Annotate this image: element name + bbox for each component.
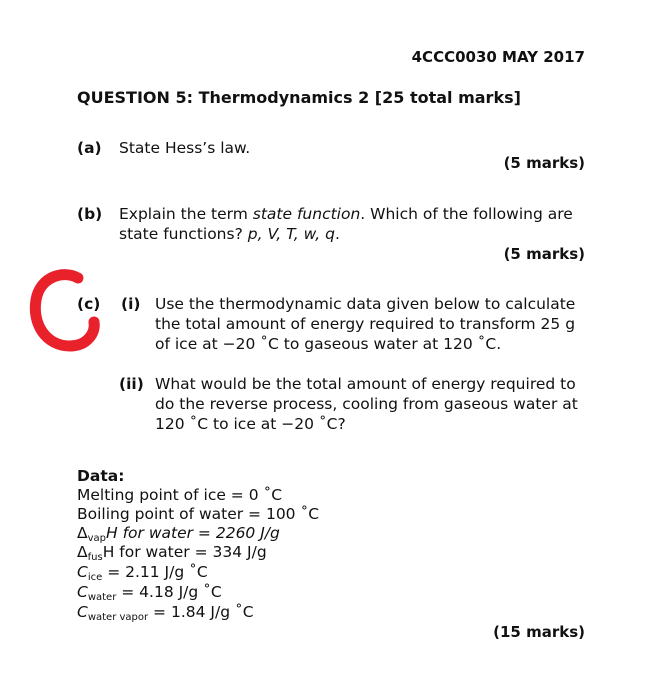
part-b-line2 [119,224,340,244]
part-b-line2-post: . [334,225,340,243]
part-b-term: state function [252,205,361,223]
part-c-ii-line3: 120 ˚C to ice at −20 ˚C? [155,415,346,433]
part-a-text: State Hess’s law. [119,139,251,157]
cvap-sym: C [77,603,88,621]
part-a-marks: (5 marks) [503,154,585,172]
part-c-i-line1: Use the thermodynamic data given below to calculate [155,295,576,313]
part-b-line1 [119,204,573,224]
part-b-label: (b) [77,205,103,223]
part-a-label: (a) [77,139,102,157]
cwater-sym: C [77,583,88,601]
part-c-i-line2: the total amount of energy required to transform 25 g [155,315,576,333]
data-boiling: Boiling point of water = 100 ˚C [77,505,320,523]
cice-rest: = 2.11 J/g ˚C [102,563,208,581]
part-b-line1-post: . Which of the following are [360,205,573,223]
exam-code: 4CCC0030 MAY 2017 [411,48,585,66]
cice-sub: ice [87,572,103,583]
part-b-vars: p, V, T, w, q [247,225,335,243]
part-c-i-label: (i) [121,295,141,313]
part-c-ii-label: (ii) [119,375,144,393]
part-c-i-line3: of ice at −20 ˚C to gaseous water at 120 ˚C. [155,335,502,353]
vap-delta: Δ [77,524,88,542]
part-c-ii-line2: do the reverse process, cooling from gaseous water at [155,395,578,413]
part-c-label: (c) [77,295,101,313]
data-melting: Melting point of ice = 0 ˚C [77,486,283,504]
data-c-vapor [77,602,254,628]
vap-h: H for water = 2260 J/g [106,524,280,542]
cice-sym: C [77,563,88,581]
cwater-rest: = 4.18 J/g ˚C [116,583,222,601]
red-circle-annotation [26,266,106,354]
part-c-marks: (15 marks) [493,623,585,641]
question-title: QUESTION 5: Thermodynamics 2 [25 total marks] [77,88,521,107]
part-b-line1-pre: Explain the term [119,205,253,223]
part-b-marks: (5 marks) [503,245,585,263]
fus-sub: fus [87,552,103,563]
data-heading: Data: [77,467,125,485]
red-circle-stroke [35,275,94,346]
vap-sub: vap [87,533,107,544]
fus-delta: Δ [77,543,88,561]
fus-h: H for water = 334 J/g [102,543,267,561]
part-c-ii-line1: What would be the total amount of energy required to [155,375,576,393]
cwater-sub: water [87,592,117,603]
part-b-line2-pre: state functions? [119,225,248,243]
cvap-rest: = 1.84 J/g ˚C [148,603,254,621]
cvap-sub: water vapor [87,612,149,623]
